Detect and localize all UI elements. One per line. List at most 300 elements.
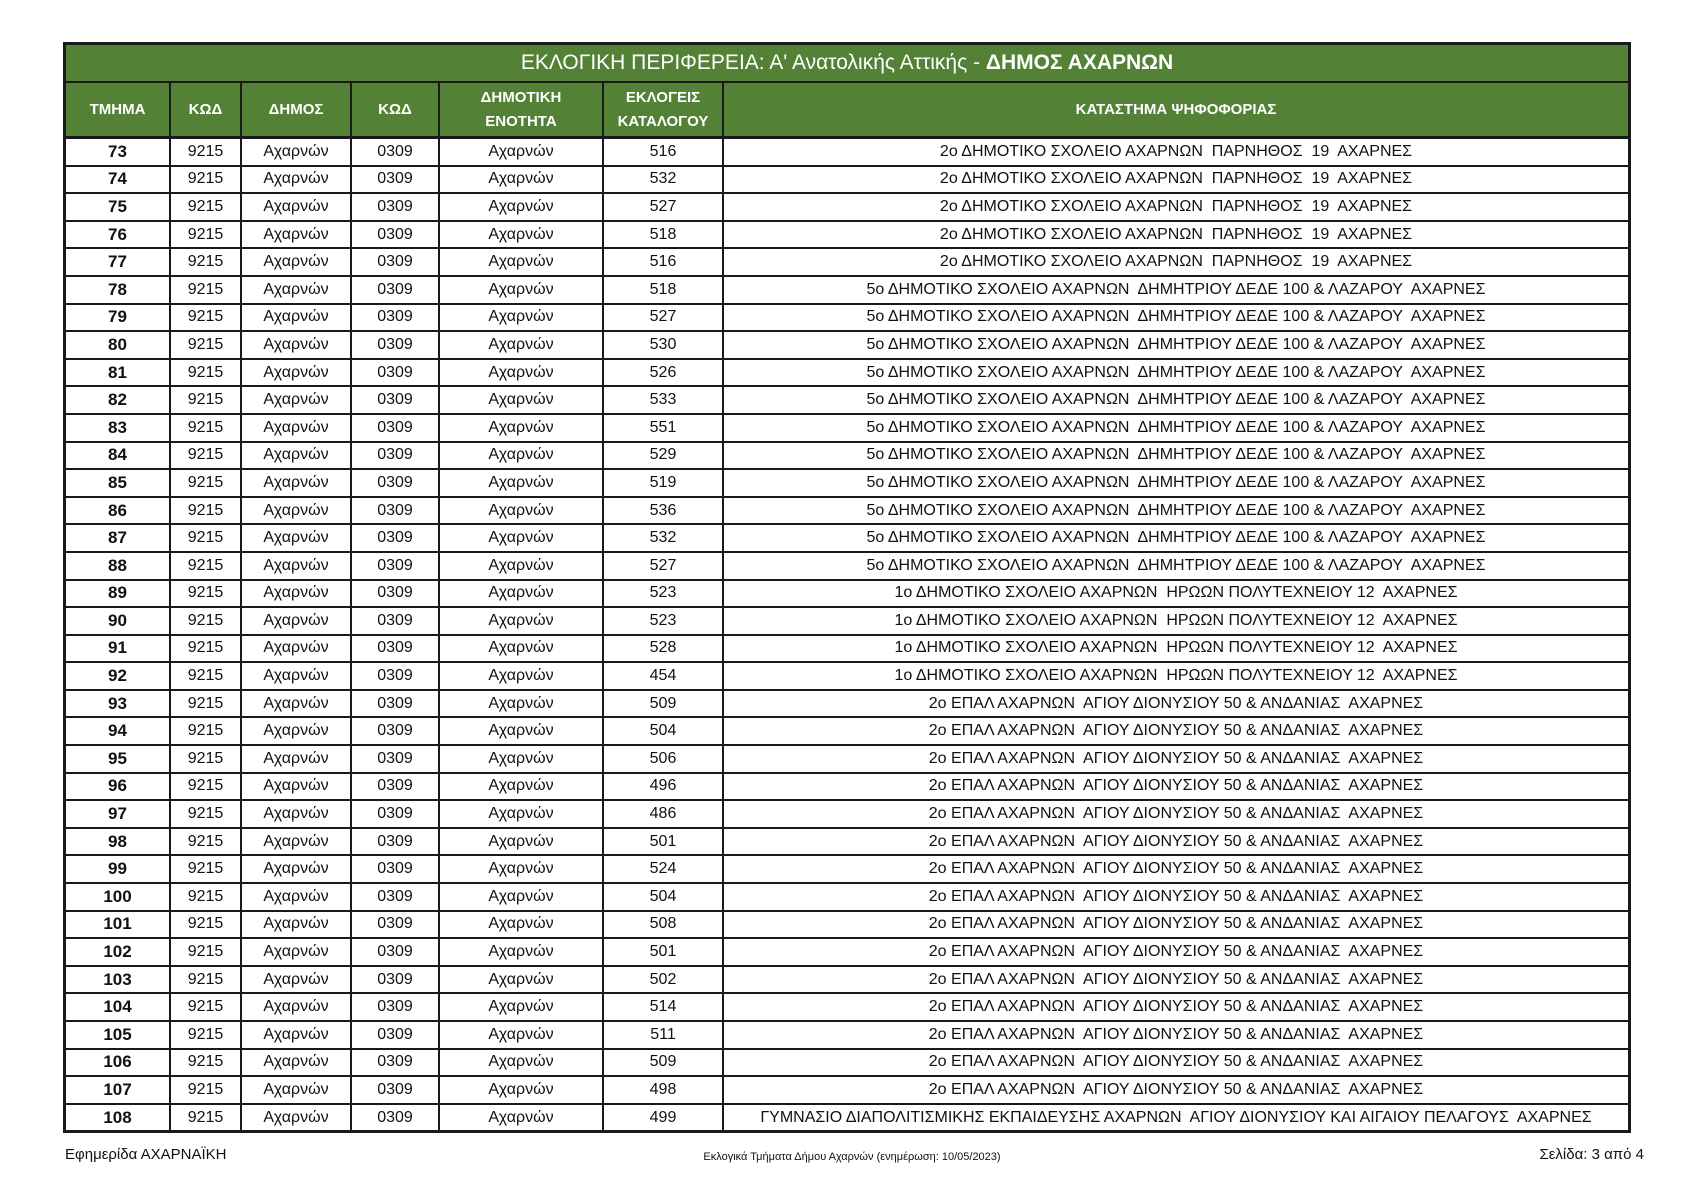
polling-stations-table <box>66 45 1628 1130</box>
cell-dimotiki-enotita: Αχαρνών <box>439 386 603 414</box>
cell-dimos: Αχαρνών <box>241 552 351 580</box>
cell-tmima: 81 <box>66 359 170 387</box>
cell-kod-unit: 0309 <box>351 221 439 249</box>
cell-tmima: 80 <box>66 331 170 359</box>
cell-kod-municipality: 9215 <box>170 580 241 608</box>
table-row <box>66 966 1628 994</box>
cell-dimotiki-enotita: Αχαρνών <box>439 1049 603 1077</box>
cell-voters: 536 <box>603 497 723 525</box>
cell-polling-station: 5ο ΔΗΜΟΤΙΚΟ ΣΧΟΛΕΙΟ ΑΧΑΡΝΩΝ ΔΗΜΗΤΡΙΟΥ ΔΕΔΕ 100 & ΛΑΖΑΡΟΥ ΑΧΑΡΝΕΣ <box>723 497 1628 525</box>
cell-dimos: Αχαρνών <box>241 276 351 304</box>
cell-kod-municipality: 9215 <box>170 717 241 745</box>
cell-voters: 532 <box>603 524 723 552</box>
cell-kod-unit: 0309 <box>351 828 439 856</box>
cell-polling-station: 2ο ΕΠΑΛ ΑΧΑΡΝΩΝ ΑΓΙΟΥ ΔΙΟΝΥΣΙΟΥ 50 & ΑΝΔΑΝΙΑΣ ΑΧΑΡΝΕΣ <box>723 828 1628 856</box>
cell-polling-station: 1ο ΔΗΜΟΤΙΚΟ ΣΧΟΛΕΙΟ ΑΧΑΡΝΩΝ ΗΡΩΩΝ ΠΟΛΥΤΕΧΝΕΙΟΥ 12 ΑΧΑΡΝΕΣ <box>723 580 1628 608</box>
cell-dimos: Αχαρνών <box>241 248 351 276</box>
cell-voters: 526 <box>603 359 723 387</box>
cell-dimotiki-enotita: Αχαρνών <box>439 938 603 966</box>
table-row <box>66 1104 1628 1131</box>
cell-dimotiki-enotita: Αχαρνών <box>439 331 603 359</box>
cell-kod-municipality: 9215 <box>170 1076 241 1104</box>
cell-voters: 509 <box>603 1049 723 1077</box>
cell-kod-municipality: 9215 <box>170 1049 241 1077</box>
cell-tmima: 88 <box>66 552 170 580</box>
cell-polling-station: 2ο ΔΗΜΟΤΙΚΟ ΣΧΟΛΕΙΟ ΑΧΑΡΝΩΝ ΠΑΡΝΗΘΟΣ 19 ΑΧΑΡΝΕΣ <box>723 221 1628 249</box>
cell-voters: 519 <box>603 469 723 497</box>
cell-tmima: 87 <box>66 524 170 552</box>
table-row <box>66 524 1628 552</box>
cell-polling-station: 2ο ΔΗΜΟΤΙΚΟ ΣΧΟΛΕΙΟ ΑΧΑΡΝΩΝ ΠΑΡΝΗΘΟΣ 19 ΑΧΑΡΝΕΣ <box>723 193 1628 221</box>
polling-stations-table-frame <box>63 42 1631 1133</box>
cell-dimotiki-enotita: Αχαρνών <box>439 193 603 221</box>
cell-tmima: 79 <box>66 304 170 332</box>
cell-voters: 486 <box>603 800 723 828</box>
cell-tmima: 95 <box>66 745 170 773</box>
cell-voters: 499 <box>603 1104 723 1131</box>
cell-voters: 551 <box>603 414 723 442</box>
cell-dimotiki-enotita: Αχαρνών <box>439 524 603 552</box>
cell-voters: 506 <box>603 745 723 773</box>
cell-dimotiki-enotita: Αχαρνών <box>439 773 603 801</box>
cell-tmima: 104 <box>66 993 170 1021</box>
cell-tmima: 99 <box>66 855 170 883</box>
table-row <box>66 690 1628 718</box>
cell-kod-municipality: 9215 <box>170 248 241 276</box>
cell-dimotiki-enotita: Αχαρνών <box>439 221 603 249</box>
table-row <box>66 1076 1628 1104</box>
cell-voters: 501 <box>603 828 723 856</box>
cell-dimos: Αχαρνών <box>241 166 351 194</box>
table-row <box>66 607 1628 635</box>
cell-voters: 528 <box>603 635 723 663</box>
cell-dimos: Αχαρνών <box>241 221 351 249</box>
title-prefix: ΕΚΛΟΓΙΚΗ ΠΕΡΙΦΕΡΕΙΑ: Α' Ανατολικής Αττικής - <box>520 51 986 74</box>
cell-polling-station: 5ο ΔΗΜΟΤΙΚΟ ΣΧΟΛΕΙΟ ΑΧΑΡΝΩΝ ΔΗΜΗΤΡΙΟΥ ΔΕΔΕ 100 & ΛΑΖΑΡΟΥ ΑΧΑΡΝΕΣ <box>723 331 1628 359</box>
cell-polling-station: 2ο ΕΠΑΛ ΑΧΑΡΝΩΝ ΑΓΙΟΥ ΔΙΟΝΥΣΙΟΥ 50 & ΑΝΔΑΝΙΑΣ ΑΧΑΡΝΕΣ <box>723 966 1628 994</box>
cell-dimos: Αχαρνών <box>241 966 351 994</box>
cell-kod-unit: 0309 <box>351 442 439 470</box>
table-row <box>66 745 1628 773</box>
cell-kod-municipality: 9215 <box>170 469 241 497</box>
cell-kod-unit: 0309 <box>351 662 439 690</box>
cell-kod-municipality: 9215 <box>170 773 241 801</box>
table-row <box>66 1049 1628 1077</box>
table-row <box>66 855 1628 883</box>
cell-dimotiki-enotita: Αχαρνών <box>439 1104 603 1131</box>
table-row <box>66 248 1628 276</box>
cell-kod-municipality: 9215 <box>170 828 241 856</box>
cell-dimos: Αχαρνών <box>241 828 351 856</box>
footer-page-number: Σελίδα: 3 από 4 <box>1539 1146 1644 1163</box>
cell-dimotiki-enotita: Αχαρνών <box>439 497 603 525</box>
cell-polling-station: 2ο ΕΠΑΛ ΑΧΑΡΝΩΝ ΑΓΙΟΥ ΔΙΟΝΥΣΙΟΥ 50 & ΑΝΔΑΝΙΑΣ ΑΧΑΡΝΕΣ <box>723 800 1628 828</box>
cell-dimotiki-enotita: Αχαρνών <box>439 414 603 442</box>
cell-voters: 509 <box>603 690 723 718</box>
cell-kod-unit: 0309 <box>351 248 439 276</box>
cell-voters: 516 <box>603 248 723 276</box>
cell-polling-station: 5ο ΔΗΜΟΤΙΚΟ ΣΧΟΛΕΙΟ ΑΧΑΡΝΩΝ ΔΗΜΗΤΡΙΟΥ ΔΕΔΕ 100 & ΛΑΖΑΡΟΥ ΑΧΑΡΝΕΣ <box>723 304 1628 332</box>
cell-dimotiki-enotita: Αχαρνών <box>439 745 603 773</box>
table-row <box>66 497 1628 525</box>
cell-kod-municipality: 9215 <box>170 800 241 828</box>
cell-dimos: Αχαρνών <box>241 800 351 828</box>
cell-dimotiki-enotita: Αχαρνών <box>439 800 603 828</box>
cell-polling-station: 1ο ΔΗΜΟΤΙΚΟ ΣΧΟΛΕΙΟ ΑΧΑΡΝΩΝ ΗΡΩΩΝ ΠΟΛΥΤΕΧΝΕΙΟΥ 12 ΑΧΑΡΝΕΣ <box>723 635 1628 663</box>
cell-kod-unit: 0309 <box>351 938 439 966</box>
cell-voters: 527 <box>603 193 723 221</box>
cell-polling-station: 2ο ΕΠΑΛ ΑΧΑΡΝΩΝ ΑΓΙΟΥ ΔΙΟΝΥΣΙΟΥ 50 & ΑΝΔΑΝΙΑΣ ΑΧΑΡΝΕΣ <box>723 745 1628 773</box>
cell-dimotiki-enotita: Αχαρνών <box>439 993 603 1021</box>
cell-tmima: 73 <box>66 138 170 166</box>
cell-dimotiki-enotita: Αχαρνών <box>439 717 603 745</box>
cell-tmima: 75 <box>66 193 170 221</box>
table-row <box>66 883 1628 911</box>
cell-dimotiki-enotita: Αχαρνών <box>439 635 603 663</box>
cell-dimotiki-enotita: Αχαρνών <box>439 552 603 580</box>
cell-voters: 508 <box>603 911 723 939</box>
cell-kod-municipality: 9215 <box>170 966 241 994</box>
cell-dimos: Αχαρνών <box>241 911 351 939</box>
cell-polling-station: 2ο ΕΠΑΛ ΑΧΑΡΝΩΝ ΑΓΙΟΥ ΔΙΟΝΥΣΙΟΥ 50 & ΑΝΔΑΝΙΑΣ ΑΧΑΡΝΕΣ <box>723 717 1628 745</box>
cell-voters: 533 <box>603 386 723 414</box>
header-dimos: ΔΗΜΟΣ <box>241 82 351 138</box>
cell-kod-municipality: 9215 <box>170 993 241 1021</box>
cell-dimotiki-enotita: Αχαρνών <box>439 442 603 470</box>
cell-polling-station: 2ο ΕΠΑΛ ΑΧΑΡΝΩΝ ΑΓΙΟΥ ΔΙΟΝΥΣΙΟΥ 50 & ΑΝΔΑΝΙΑΣ ΑΧΑΡΝΕΣ <box>723 938 1628 966</box>
header-kod-municipality: ΚΩΔ <box>170 82 241 138</box>
cell-kod-municipality: 9215 <box>170 745 241 773</box>
cell-voters: 454 <box>603 662 723 690</box>
cell-tmima: 96 <box>66 773 170 801</box>
cell-kod-unit: 0309 <box>351 690 439 718</box>
cell-dimos: Αχαρνών <box>241 138 351 166</box>
cell-kod-unit: 0309 <box>351 855 439 883</box>
cell-kod-unit: 0309 <box>351 745 439 773</box>
cell-kod-unit: 0309 <box>351 138 439 166</box>
cell-kod-municipality: 9215 <box>170 193 241 221</box>
cell-tmima: 98 <box>66 828 170 856</box>
cell-kod-municipality: 9215 <box>170 938 241 966</box>
header-polling-station: ΚΑΤΑΣΤΗΜΑ ΨΗΦΟΦΟΡΙΑΣ <box>723 82 1628 138</box>
table-row <box>66 1021 1628 1049</box>
table-row <box>66 221 1628 249</box>
cell-polling-station: 5ο ΔΗΜΟΤΙΚΟ ΣΧΟΛΕΙΟ ΑΧΑΡΝΩΝ ΔΗΜΗΤΡΙΟΥ ΔΕΔΕ 100 & ΛΑΖΑΡΟΥ ΑΧΑΡΝΕΣ <box>723 414 1628 442</box>
table-title <box>66 45 1628 82</box>
cell-dimotiki-enotita: Αχαρνών <box>439 1021 603 1049</box>
cell-polling-station: 2ο ΕΠΑΛ ΑΧΑΡΝΩΝ ΑΓΙΟΥ ΔΙΟΝΥΣΙΟΥ 50 & ΑΝΔΑΝΙΑΣ ΑΧΑΡΝΕΣ <box>723 1076 1628 1104</box>
cell-dimos: Αχαρνών <box>241 773 351 801</box>
cell-kod-unit: 0309 <box>351 717 439 745</box>
title-row <box>66 45 1628 82</box>
cell-voters: 504 <box>603 883 723 911</box>
cell-tmima: 82 <box>66 386 170 414</box>
table-row <box>66 993 1628 1021</box>
cell-dimos: Αχαρνών <box>241 524 351 552</box>
cell-voters: 511 <box>603 1021 723 1049</box>
cell-kod-municipality: 9215 <box>170 635 241 663</box>
cell-voters: 527 <box>603 304 723 332</box>
cell-polling-station: 1ο ΔΗΜΟΤΙΚΟ ΣΧΟΛΕΙΟ ΑΧΑΡΝΩΝ ΗΡΩΩΝ ΠΟΛΥΤΕΧΝΕΙΟΥ 12 ΑΧΑΡΝΕΣ <box>723 662 1628 690</box>
cell-tmima: 107 <box>66 1076 170 1104</box>
cell-kod-unit: 0309 <box>351 883 439 911</box>
cell-tmima: 74 <box>66 166 170 194</box>
cell-dimos: Αχαρνών <box>241 580 351 608</box>
cell-polling-station: 2ο ΔΗΜΟΤΙΚΟ ΣΧΟΛΕΙΟ ΑΧΑΡΝΩΝ ΠΑΡΝΗΘΟΣ 19 ΑΧΑΡΝΕΣ <box>723 248 1628 276</box>
cell-tmima: 89 <box>66 580 170 608</box>
cell-voters: 527 <box>603 552 723 580</box>
cell-tmima: 77 <box>66 248 170 276</box>
cell-polling-station: 5ο ΔΗΜΟΤΙΚΟ ΣΧΟΛΕΙΟ ΑΧΑΡΝΩΝ ΔΗΜΗΤΡΙΟΥ ΔΕΔΕ 100 & ΛΑΖΑΡΟΥ ΑΧΑΡΝΕΣ <box>723 442 1628 470</box>
cell-polling-station: 2ο ΕΠΑΛ ΑΧΑΡΝΩΝ ΑΓΙΟΥ ΔΙΟΝΥΣΙΟΥ 50 & ΑΝΔΑΝΙΑΣ ΑΧΑΡΝΕΣ <box>723 690 1628 718</box>
cell-dimos: Αχαρνών <box>241 304 351 332</box>
cell-kod-municipality: 9215 <box>170 911 241 939</box>
cell-polling-station: ΓΥΜΝΑΣΙΟ ΔΙΑΠΟΛΙΤΙΣΜΙΚΗΣ ΕΚΠΑΙΔΕΥΣΗΣ ΑΧΑΡΝΩΝ ΑΓΙΟΥ ΔΙΟΝΥΣΙΟΥ ΚΑΙ ΑΙΓΑΙΟΥ ΠΕΛΑΓΟΥΣ ΑΧΑΡΝΕΣ <box>723 1104 1628 1131</box>
cell-kod-municipality: 9215 <box>170 331 241 359</box>
cell-kod-unit: 0309 <box>351 359 439 387</box>
cell-dimos: Αχαρνών <box>241 414 351 442</box>
cell-tmima: 86 <box>66 497 170 525</box>
cell-kod-municipality: 9215 <box>170 304 241 332</box>
cell-kod-municipality: 9215 <box>170 690 241 718</box>
cell-dimos: Αχαρνών <box>241 717 351 745</box>
cell-dimos: Αχαρνών <box>241 993 351 1021</box>
cell-kod-municipality: 9215 <box>170 1021 241 1049</box>
cell-voters: 514 <box>603 993 723 1021</box>
cell-dimos: Αχαρνών <box>241 607 351 635</box>
cell-kod-municipality: 9215 <box>170 607 241 635</box>
cell-dimos: Αχαρνών <box>241 386 351 414</box>
cell-dimos: Αχαρνών <box>241 855 351 883</box>
cell-kod-unit: 0309 <box>351 1021 439 1049</box>
cell-kod-unit: 0309 <box>351 497 439 525</box>
cell-kod-unit: 0309 <box>351 193 439 221</box>
cell-dimos: Αχαρνών <box>241 331 351 359</box>
cell-tmima: 78 <box>66 276 170 304</box>
cell-kod-unit: 0309 <box>351 304 439 332</box>
table-row <box>66 166 1628 194</box>
cell-dimos: Αχαρνών <box>241 1021 351 1049</box>
cell-kod-unit: 0309 <box>351 166 439 194</box>
cell-dimotiki-enotita: Αχαρνών <box>439 1076 603 1104</box>
cell-dimos: Αχαρνών <box>241 497 351 525</box>
cell-polling-station: 2ο ΕΠΑΛ ΑΧΑΡΝΩΝ ΑΓΙΟΥ ΔΙΟΝΥΣΙΟΥ 50 & ΑΝΔΑΝΙΑΣ ΑΧΑΡΝΕΣ <box>723 855 1628 883</box>
cell-voters: 523 <box>603 607 723 635</box>
cell-kod-unit: 0309 <box>351 993 439 1021</box>
cell-kod-unit: 0309 <box>351 524 439 552</box>
cell-polling-station: 5ο ΔΗΜΟΤΙΚΟ ΣΧΟΛΕΙΟ ΑΧΑΡΝΩΝ ΔΗΜΗΤΡΙΟΥ ΔΕΔΕ 100 & ΛΑΖΑΡΟΥ ΑΧΑΡΝΕΣ <box>723 552 1628 580</box>
cell-dimotiki-enotita: Αχαρνών <box>439 883 603 911</box>
cell-dimotiki-enotita: Αχαρνών <box>439 580 603 608</box>
cell-tmima: 91 <box>66 635 170 663</box>
table-row <box>66 552 1628 580</box>
cell-kod-unit: 0309 <box>351 276 439 304</box>
cell-kod-unit: 0309 <box>351 469 439 497</box>
cell-kod-municipality: 9215 <box>170 166 241 194</box>
header-voters: ΕΚΛΟΓΕΙΣ ΚΑΤΑΛΟΓΟΥ <box>603 82 723 138</box>
cell-kod-municipality: 9215 <box>170 855 241 883</box>
cell-kod-unit: 0309 <box>351 800 439 828</box>
cell-dimotiki-enotita: Αχαρνών <box>439 662 603 690</box>
cell-kod-unit: 0309 <box>351 580 439 608</box>
cell-tmima: 108 <box>103 1107 132 1127</box>
cell-dimos: Αχαρνών <box>241 1049 351 1077</box>
cell-polling-station: 2ο ΔΗΜΟΤΙΚΟ ΣΧΟΛΕΙΟ ΑΧΑΡΝΩΝ ΠΑΡΝΗΘΟΣ 19 ΑΧΑΡΝΕΣ <box>723 138 1628 166</box>
cell-kod-unit: 0309 <box>351 1049 439 1077</box>
table-row <box>66 386 1628 414</box>
cell-dimos: Αχαρνών <box>241 1104 351 1131</box>
table-row <box>66 414 1628 442</box>
cell-kod-municipality: 9215 <box>170 662 241 690</box>
cell-voters: 530 <box>603 331 723 359</box>
cell-dimos: Αχαρνών <box>241 193 351 221</box>
cell-dimotiki-enotita: Αχαρνών <box>439 166 603 194</box>
cell-polling-station: 2ο ΕΠΑΛ ΑΧΑΡΝΩΝ ΑΓΙΟΥ ΔΙΟΝΥΣΙΟΥ 50 & ΑΝΔΑΝΙΑΣ ΑΧΑΡΝΕΣ <box>723 911 1628 939</box>
cell-tmima: 94 <box>66 717 170 745</box>
cell-polling-station: 2ο ΕΠΑΛ ΑΧΑΡΝΩΝ ΑΓΙΟΥ ΔΙΟΝΥΣΙΟΥ 50 & ΑΝΔΑΝΙΑΣ ΑΧΑΡΝΕΣ <box>723 1049 1628 1077</box>
header-kod-unit: ΚΩΔ <box>351 82 439 138</box>
cell-tmima: 90 <box>66 607 170 635</box>
cell-dimotiki-enotita: Αχαρνών <box>439 248 603 276</box>
cell-kod-municipality: 9215 <box>170 221 241 249</box>
cell-dimos: Αχαρνών <box>241 359 351 387</box>
header-tmima: ΤΜΗΜΑ <box>66 82 170 138</box>
cell-kod-municipality: 9215 <box>170 552 241 580</box>
cell-kod-municipality: 9215 <box>170 414 241 442</box>
table-row <box>66 635 1628 663</box>
cell-kod-municipality: 9215 <box>170 386 241 414</box>
cell-dimotiki-enotita: Αχαρνών <box>439 359 603 387</box>
header-row <box>66 82 1628 138</box>
cell-dimotiki-enotita: Αχαρνών <box>439 911 603 939</box>
cell-tmima: 100 <box>66 883 170 911</box>
cell-kod-unit: 0309 <box>351 635 439 663</box>
cell-polling-station: 5ο ΔΗΜΟΤΙΚΟ ΣΧΟΛΕΙΟ ΑΧΑΡΝΩΝ ΔΗΜΗΤΡΙΟΥ ΔΕΔΕ 100 & ΛΑΖΑΡΟΥ ΑΧΑΡΝΕΣ <box>723 276 1628 304</box>
cell-kod-unit: 0309 <box>351 1076 439 1104</box>
cell-kod-unit: 0309 <box>351 966 439 994</box>
cell-kod-unit: 0309 <box>351 607 439 635</box>
cell-tmima: 103 <box>66 966 170 994</box>
cell-kod-municipality: 9215 <box>170 497 241 525</box>
cell-tmima: 97 <box>66 800 170 828</box>
cell-dimotiki-enotita: Αχαρνών <box>439 138 603 166</box>
cell-voters: 524 <box>603 855 723 883</box>
cell-kod-unit: 0309 <box>351 911 439 939</box>
cell-kod-unit: 0309 <box>351 552 439 580</box>
title-municipality: ΔΗΜΟΣ ΑΧΑΡΝΩΝ <box>985 51 1174 74</box>
cell-kod-municipality: 9215 <box>170 442 241 470</box>
cell-kod-municipality: 9215 <box>170 524 241 552</box>
footer-newspaper: Εφημερίδα ΑΧΑΡΝΑΪΚΗ <box>65 1146 227 1163</box>
cell-dimos: Αχαρνών <box>241 883 351 911</box>
table-row <box>66 938 1628 966</box>
cell-kod-unit: 0309 <box>351 1104 439 1131</box>
cell-dimotiki-enotita: Αχαρνών <box>439 304 603 332</box>
cell-dimotiki-enotita: Αχαρνών <box>439 855 603 883</box>
cell-dimos: Αχαρνών <box>241 469 351 497</box>
cell-dimos: Αχαρνών <box>241 662 351 690</box>
cell-dimos: Αχαρνών <box>241 690 351 718</box>
footer-update-note <box>0 1151 1684 1163</box>
table-row <box>66 828 1628 856</box>
table-row <box>66 193 1628 221</box>
cell-voters: 518 <box>603 221 723 249</box>
table-row <box>66 469 1628 497</box>
header-dimotiki-enotita: ΔΗΜΟΤΙΚΗ ΕΝΟΤΗΤΑ <box>439 82 603 138</box>
cell-dimotiki-enotita: Αχαρνών <box>439 276 603 304</box>
cell-voters: 518 <box>603 276 723 304</box>
cell-voters: 498 <box>603 1076 723 1104</box>
table-row <box>66 331 1628 359</box>
cell-polling-station: 2ο ΕΠΑΛ ΑΧΑΡΝΩΝ ΑΓΙΟΥ ΔΙΟΝΥΣΙΟΥ 50 & ΑΝΔΑΝΙΑΣ ΑΧΑΡΝΕΣ <box>723 883 1628 911</box>
cell-dimos: Αχαρνών <box>241 635 351 663</box>
cell-tmima: 93 <box>66 690 170 718</box>
table-row <box>66 276 1628 304</box>
cell-voters: 532 <box>603 166 723 194</box>
cell-tmima: 101 <box>66 911 170 939</box>
footer-update-text: Εκλογικά Τμήματα Δήμου Αχαρνών (ενημέρωση: 10/05/2023) <box>703 1151 1001 1163</box>
table-row <box>66 138 1628 166</box>
cell-kod-municipality: 9215 <box>170 883 241 911</box>
cell-dimos: Αχαρνών <box>241 442 351 470</box>
cell-tmima: 102 <box>66 938 170 966</box>
cell-polling-station: 2ο ΕΠΑΛ ΑΧΑΡΝΩΝ ΑΓΙΟΥ ΔΙΟΝΥΣΙΟΥ 50 & ΑΝΔΑΝΙΑΣ ΑΧΑΡΝΕΣ <box>723 773 1628 801</box>
cell-dimotiki-enotita: Αχαρνών <box>439 828 603 856</box>
table-row <box>66 304 1628 332</box>
cell-polling-station: 5ο ΔΗΜΟΤΙΚΟ ΣΧΟΛΕΙΟ ΑΧΑΡΝΩΝ ΔΗΜΗΤΡΙΟΥ ΔΕΔΕ 100 & ΛΑΖΑΡΟΥ ΑΧΑΡΝΕΣ <box>723 524 1628 552</box>
table-row <box>66 359 1628 387</box>
cell-voters: 502 <box>603 966 723 994</box>
cell-kod-municipality: 9215 <box>170 138 241 166</box>
cell-polling-station: 1ο ΔΗΜΟΤΙΚΟ ΣΧΟΛΕΙΟ ΑΧΑΡΝΩΝ ΗΡΩΩΝ ΠΟΛΥΤΕΧΝΕΙΟΥ 12 ΑΧΑΡΝΕΣ <box>723 607 1628 635</box>
table-row <box>66 580 1628 608</box>
cell-polling-station: 5ο ΔΗΜΟΤΙΚΟ ΣΧΟΛΕΙΟ ΑΧΑΡΝΩΝ ΔΗΜΗΤΡΙΟΥ ΔΕΔΕ 100 & ΛΑΖΑΡΟΥ ΑΧΑΡΝΕΣ <box>723 469 1628 497</box>
cell-dimotiki-enotita: Αχαρνών <box>439 607 603 635</box>
cell-polling-station: 5ο ΔΗΜΟΤΙΚΟ ΣΧΟΛΕΙΟ ΑΧΑΡΝΩΝ ΔΗΜΗΤΡΙΟΥ ΔΕΔΕ 100 & ΛΑΖΑΡΟΥ ΑΧΑΡΝΕΣ <box>723 359 1628 387</box>
cell-kod-unit: 0309 <box>351 773 439 801</box>
cell-kod-unit: 0309 <box>351 331 439 359</box>
cell-dimotiki-enotita: Αχαρνών <box>439 469 603 497</box>
cell-dimos: Αχαρνών <box>241 938 351 966</box>
cell-tmima: 83 <box>66 414 170 442</box>
cell-dimos: Αχαρνών <box>241 745 351 773</box>
cell-tmima: 92 <box>66 662 170 690</box>
cell-voters: 523 <box>603 580 723 608</box>
cell-dimos: Αχαρνών <box>241 1076 351 1104</box>
cell-voters: 504 <box>603 717 723 745</box>
cell-polling-station: 2ο ΕΠΑΛ ΑΧΑΡΝΩΝ ΑΓΙΟΥ ΔΙΟΝΥΣΙΟΥ 50 & ΑΝΔΑΝΙΑΣ ΑΧΑΡΝΕΣ <box>723 993 1628 1021</box>
table-row <box>66 773 1628 801</box>
cell-tmima: 85 <box>66 469 170 497</box>
table-row <box>66 662 1628 690</box>
cell-tmima: 106 <box>66 1049 170 1077</box>
cell-kod-municipality: 9215 <box>170 276 241 304</box>
cell-dimotiki-enotita: Αχαρνών <box>439 690 603 718</box>
cell-kod-municipality: 9215 <box>170 1104 241 1131</box>
cell-kod-unit: 0309 <box>351 414 439 442</box>
table-row <box>66 717 1628 745</box>
cell-polling-station: 2ο ΔΗΜΟΤΙΚΟ ΣΧΟΛΕΙΟ ΑΧΑΡΝΩΝ ΠΑΡΝΗΘΟΣ 19 ΑΧΑΡΝΕΣ <box>723 166 1628 194</box>
cell-kod-municipality: 9215 <box>170 359 241 387</box>
cell-polling-station: 2ο ΕΠΑΛ ΑΧΑΡΝΩΝ ΑΓΙΟΥ ΔΙΟΝΥΣΙΟΥ 50 & ΑΝΔΑΝΙΑΣ ΑΧΑΡΝΕΣ <box>723 1021 1628 1049</box>
cell-kod-unit: 0309 <box>351 386 439 414</box>
cell-tmima: 84 <box>66 442 170 470</box>
cell-voters: 516 <box>603 138 723 166</box>
cell-tmima: 105 <box>66 1021 170 1049</box>
cell-voters: 501 <box>603 938 723 966</box>
cell-voters: 496 <box>603 773 723 801</box>
cell-voters: 529 <box>603 442 723 470</box>
